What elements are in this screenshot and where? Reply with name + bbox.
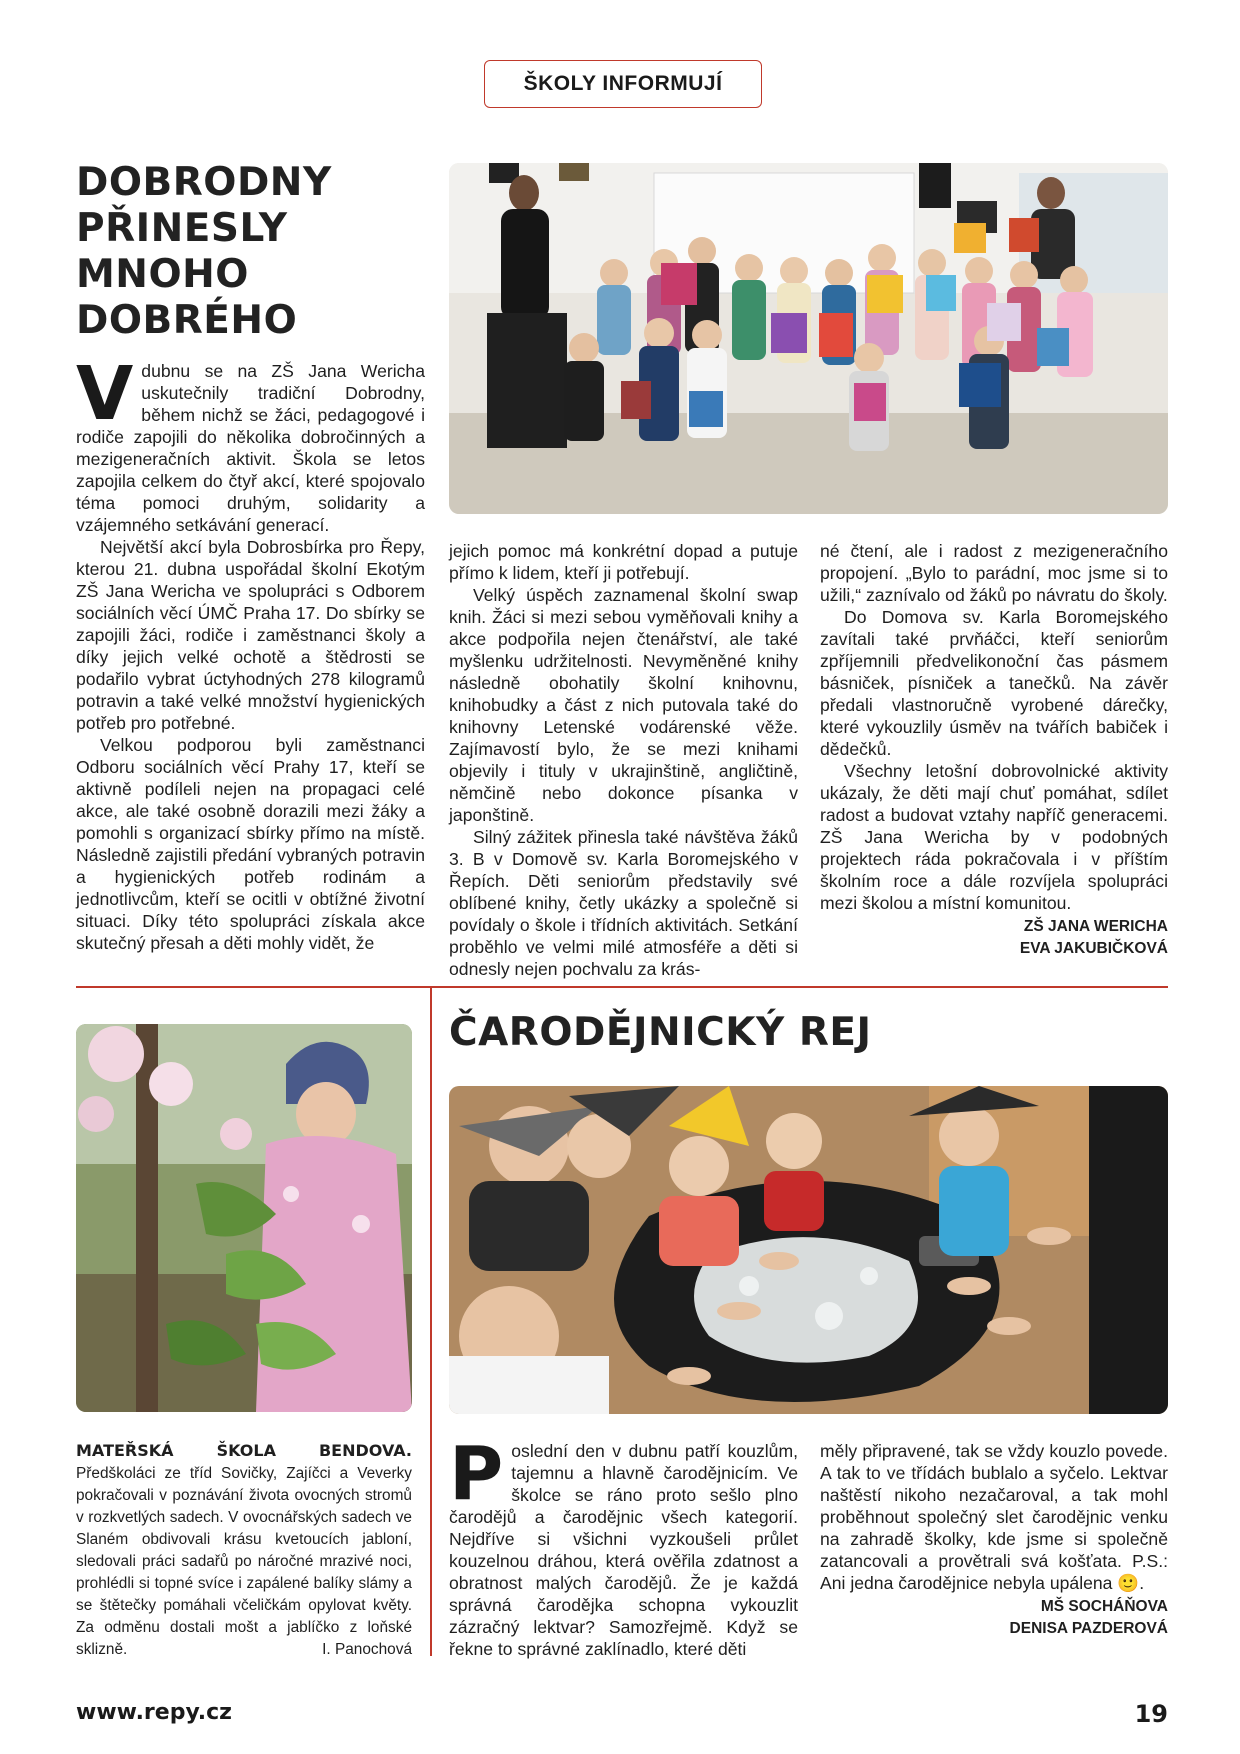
children-witches-image — [449, 1086, 1168, 1414]
section-badge: ŠKOLY INFORMUJÍ — [484, 60, 762, 108]
article1-signature — [820, 916, 1168, 960]
headline-line: MNOHO — [76, 252, 249, 297]
children-with-books-image — [449, 163, 1168, 514]
article2-signature — [820, 1596, 1168, 1640]
photo-caption — [76, 1440, 412, 1661]
footer-url: www.repy.cz — [76, 1700, 232, 1725]
paragraph: měly připravené, tak se vždy kouzlo povede. A tak to ve třídách bublalo a syčelo. Lektvar naštěstí nikoho nezačaroval, a tak mohl proběhnout společný slet čarodějnic venku na zahradě školky, kde jsme si společně zatancovali a provětrali svá košťata. P.S.: Ani jedna čarodějnice nebyla upálena 🙂. — [820, 1441, 1168, 1593]
paragraph: Všechny letošní dobrovolnické aktivity ukázaly, že děti mají chuť pomáhat, sdílet radost a budovat vztahy napříč generacemi. ZŠ Jana Wericha by v podobných projektech ráda pokračovala i v příštím školním roce a dále rozvíjela spolupráci mezi školou a místní komunitou. — [820, 761, 1168, 913]
caption-lead: MATEŘSKÁ ŠKOLA BENDOVA. — [76, 1441, 412, 1460]
dropcap: V — [76, 351, 134, 437]
paragraph — [76, 351, 425, 536]
article1-column-3 — [820, 540, 1168, 960]
paragraph: jejich pomoc má konkrétní dopad a putuje přímo k lidem, kteří ji potřebují. — [449, 541, 798, 583]
article2-column-1 — [449, 1431, 798, 1660]
orchard-photo — [76, 1024, 412, 1412]
paragraph: Silný zážitek přinesla také návštěva žáků 3. B v Domově sv. Karla Boromejského v Řepích. Děti seniorům představily své oblíbené knihy, četly ukázky a společně si povídaly o škole i třídních aktivitách. Setkání proběhlo ve velmi milé atmosféře a děti si odnesly nejen pochvalu za krás- — [449, 827, 798, 979]
article1-column-1 — [76, 351, 425, 954]
headline-line: DOBRODNY — [76, 160, 332, 205]
section-divider-vertical — [430, 986, 432, 1656]
paragraph-text: dubnu se na ZŠ Jana Wericha uskutečnily tradiční Dobrodny, během nichž se žáci, pedagogové i rodiče zapojili do několika dobročinných a mezigeneračních aktivit. Škola se letos zapojila celkem do čtyř akcí, které spojovalo téma pomoci druhým, solidarity a vzájemného setkávání generací. — [76, 361, 425, 535]
signature-school: MŠ SOCHÁŇOVA — [1040, 1598, 1168, 1615]
paragraph-text: oslední den v dubnu patří kouzlům, tajemnu a hlavně čarodějnicím. Ve školce se ráno proto sešlo plno čarodějů a čarodějnic všech kategorií. Nejdříve si všichni vyzkoušeli průlet kouzelnou dráhou, která ověřila zdatnost a obratnost malých čarodějů. Že je každá správná čarodějka schopna vykouzlit zázračný lektvar? Samozřejmě. Když se řekne to správné zaklínadlo, které děti — [449, 1441, 798, 1659]
page-number: 19 — [1134, 1700, 1168, 1728]
paragraph: Největší akcí byla Dobrosbírka pro Řepy, kterou 21. dubna uspořádal školní Ekotým ZŠ Jana Wericha ve spolupráci s Odborem sociálních věcí ÚMČ Praha 17. Do sbírky se zapojili žáci, rodiče i zaměstnanci školy a díky jejich velké ochotě a štědrosti se podařilo vybrat úctyhodných 278 kilogramů potravin a také velké množství hygienických potřeb pro potřebné. — [76, 537, 425, 733]
signature-school: ZŠ JANA WERICHA — [1023, 918, 1168, 935]
article1-headline — [76, 160, 332, 344]
caption-author: I. Panochová — [322, 1641, 412, 1658]
dropcap: P — [449, 1431, 504, 1517]
signature-author: EVA JAKUBIČKOVÁ — [1019, 940, 1168, 957]
paragraph: Velký úspěch zaznamenal školní swap knih. Žáci si mezi sebou vyměňovali knihy a akce podpořila nejen čtenářství, ale také myšlenku udržitelnosti. Nevyměněné knihy následně obohatily školní knihovnu, knihobudky a část z nich putovala také do knihovny Letenské vodárenské věže. Zajímavostí bylo, že se mezi knihami objevily i tituly v ukrajinštině, angličtině, němčině nebo dokonce písanka v japonštině. — [449, 585, 798, 825]
headline-line: PŘINESLY — [76, 206, 288, 251]
paragraph: Velkou podporou byli zaměstnanci Odboru sociálních věcí Prahy 17, kteří se aktivně podíleli nejen na propagaci celé akce, ale také osobně dorazili mezi žáky a pomohli s organizací sbírky přímo na místě. Následně zajistili předání vybraných potravin a hygienických potřeb rodinám a jednotlivcům, kteří se ocitli v obtížné životní situaci. Díky této spolupráci získala akce skutečný přesah a děti mohly vidět, že — [76, 735, 425, 953]
article2-photo — [449, 1086, 1168, 1414]
signature-author: DENISA PAZDEROVÁ — [1009, 1620, 1168, 1637]
article1-photo — [449, 163, 1168, 514]
article2-headline: ČARODĚJNICKÝ REJ — [449, 1010, 872, 1055]
section-divider-horizontal — [76, 986, 1168, 988]
paragraph: Do Domova sv. Karla Boromejského zavítali také prvňáčci, kteří seniorům zpříjemnili předvelikonoční čas pásmem básniček, písniček a tanečků. Na závěr předali vlastnoručně vyrobené dárečky, které vykouzlily úsměv na tvářích babiček i dědečků. — [820, 607, 1168, 759]
headline-line: DOBRÉHO — [76, 298, 298, 343]
caption-text: Předškoláci ze tříd Sovičky, Zajíčci a Veverky pokračovali v poznávání života ovocných stromů v rozkvetlých sadech. V ovocnářských sadech ve Slaném obdivovali krásu kvetoucích jabloní, sledovali práci sadařů po náročné mrazivé noci, prohlédli si topné svíce i zapálené balíky slámy a se štětečky pomáhali včeličkám opylovat květy. Za odměnu dostali mošt a jablíčko z loňské sklizně. — [76, 1465, 412, 1658]
paragraph — [449, 1431, 798, 1660]
girl-in-orchard-image — [76, 1024, 412, 1412]
article1-column-2 — [449, 540, 798, 980]
paragraph: né čtení, ale i radost z mezigeneračního propojení. „Bylo to parádní, moc jsme si to užili,“ zaznívalo od žáků po návratu do školy. — [820, 541, 1168, 605]
article2-column-2 — [820, 1440, 1168, 1640]
